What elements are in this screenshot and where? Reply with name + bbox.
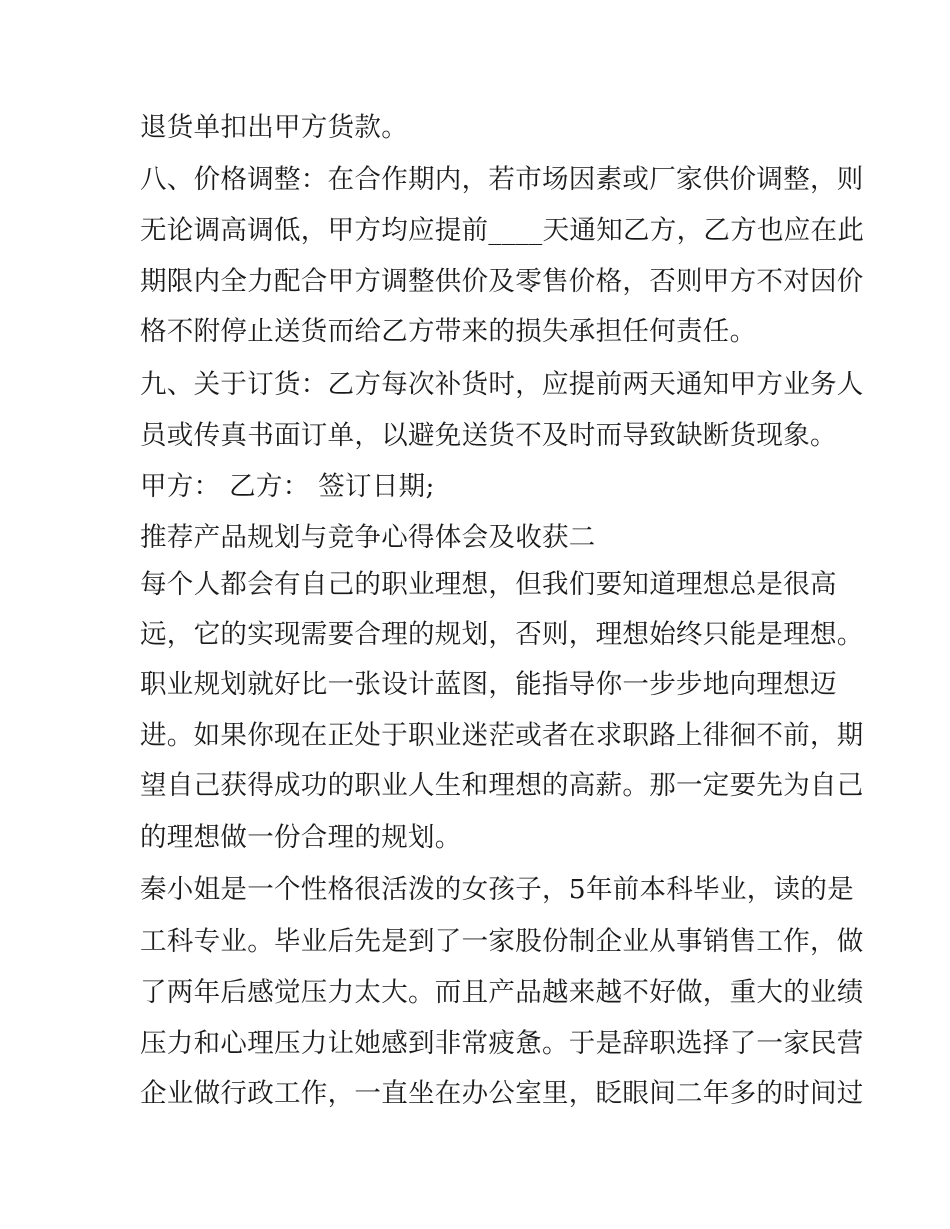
text-line: 远，它的实现需要合理的规划，否则，理想始终只能是理想。 xyxy=(140,619,864,650)
text-line: 员或传真书面订单，以避免送货不及时而导致缺断货现象。 xyxy=(140,420,837,451)
text-line: 格不附停止送货而给乙方带来的损失承担任何责任。 xyxy=(140,316,757,347)
text-line: 每个人都会有自己的职业理想，但我们要知道理想总是很高 xyxy=(140,569,837,600)
text-line: 职业规划就好比一张设计蓝图，能指导你一步步地向理想迈 xyxy=(140,669,837,700)
text-line: 退货单扣出甲方货款。 xyxy=(140,112,408,143)
section-nine-heading-line: 九、关于订货：乙方每次补货时，应提前两天通知甲方业务人 xyxy=(140,369,864,400)
text-line: 秦小姐是一个性格很活泼的女孩子，5年前本科毕业，读的是 xyxy=(140,874,854,905)
text-line: 了两年后感觉压力太大。而且产品越来越不好做，重大的业绩 xyxy=(140,977,864,1008)
text-line: 压力和心理压力让她感到非常疲惫。于是辞职选择了一家民营 xyxy=(140,1028,864,1059)
text-line: 工科专业。毕业后先是到了一家股份制企业从事销售工作，做 xyxy=(140,926,864,957)
text-line: 无论调高调低，甲方均应提前____天通知乙方，乙方也应在此 xyxy=(140,215,865,246)
text-line: 企业做行政工作，一直坐在办公室里，眨眼间二年多的时间过 xyxy=(140,1078,864,1109)
text-line: 望自己获得成功的职业人生和理想的高薪。那一定要先为自己 xyxy=(140,770,864,801)
section-eight-heading-line: 八、价格调整：在合作期内，若市场因素或厂家供价调整，则 xyxy=(140,164,864,195)
signature-line: 甲方： 乙方： 签订日期; xyxy=(140,471,435,502)
article-title: 推荐产品规划与竞争心得体会及收获二 xyxy=(140,522,596,553)
text-line: 进。如果你现在正处于职业迷茫或者在求职路上徘徊不前，期 xyxy=(140,720,864,751)
text-line: 的理想做一份合理的规划。 xyxy=(140,822,462,853)
text-line: 期限内全力配合甲方调整供价及零售价格，否则甲方不对因价 xyxy=(140,266,864,297)
